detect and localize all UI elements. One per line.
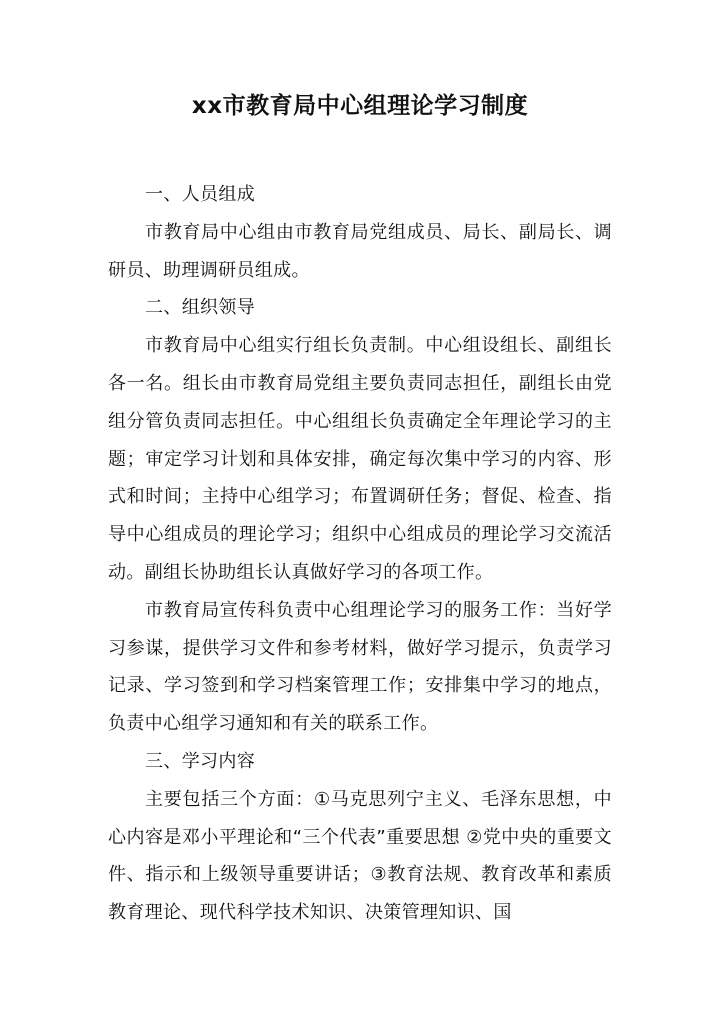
- section-heading-leadership: 二、组织领导: [145, 297, 256, 319]
- paragraph-content: 主要包括三个方面：①马克思列宁主义、毛泽东思想，中心内容是邓小平理论和“三个代表”重要思想 ②党中央的重要文件、指示和上级领导重要讲话；③教育法规、教育改革和素质教育理论、现代科学技术知识、决策管理知识、国: [108, 788, 612, 924]
- document-body: [108, 176, 612, 932]
- document-title: xx市教育局中心组理论学习制度: [191, 93, 529, 119]
- paragraph-leadership-1: 市教育局中心组实行组长负责制。中心组设组长、副组长各一名。组长由市教育局党组主要负责同志担任，副组长由党组分管负责同志担任。中心组组长负责确定全年理论学习的主题；审定学习计划和具体安排，确定每次集中学习的内容、形式和时间；主持中心组学习；布置调研任务；督促、检查、指导中心组成员的理论学习；组织中心组成员的理论学习交流活动。副组长协助组长认真做好学习的各项工作。: [108, 335, 612, 583]
- paragraph-leadership-2: 市教育局宣传科负责中心组理论学习的服务工作：当好学习参谋，提供学习文件和参考材料，做好学习提示，负责学习记录、学习签到和学习档案管理工作；安排集中学习的地点，负责中心组学习通知和有关的联系工作。: [108, 599, 612, 735]
- section-heading-personnel: 一、人员组成: [145, 184, 256, 205]
- section-heading-content: 三、学习内容: [145, 750, 256, 772]
- paragraph-personnel: 市教育局中心组由市教育局党组成员、局长、副局长、调研员、助理调研员组成。: [108, 221, 612, 281]
